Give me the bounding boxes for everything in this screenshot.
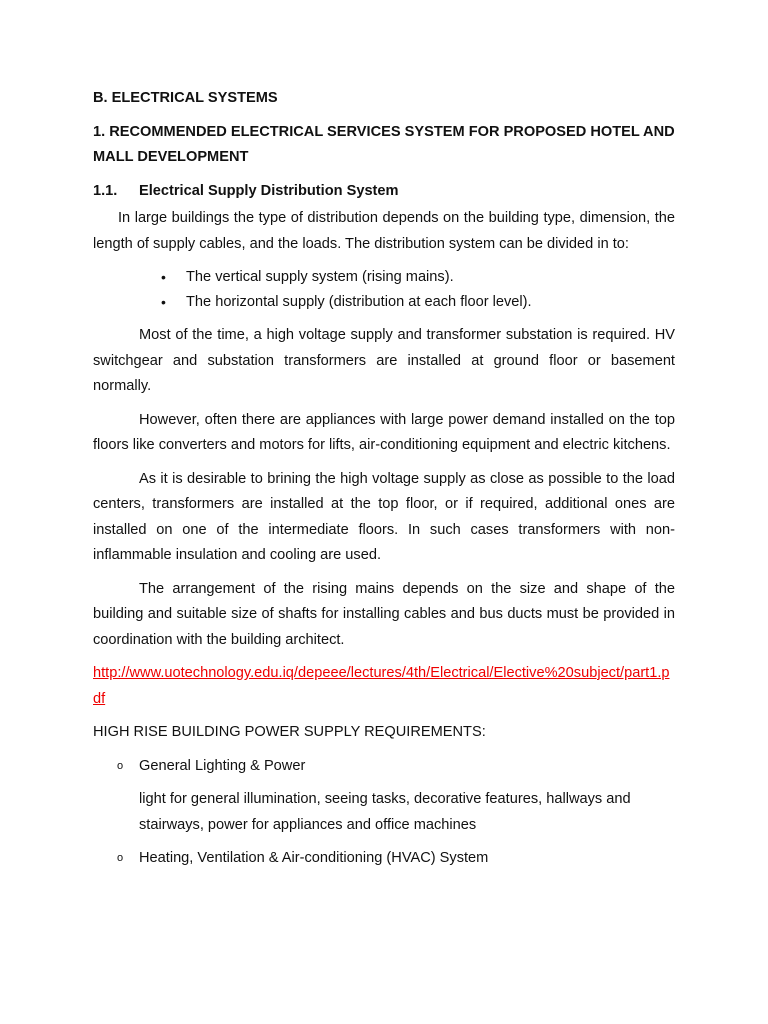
intro-paragraph: In large buildings the type of distribution depends on the building type, dimension, the length of supply cables, and the loads. The distribution system can be divided in to:	[93, 210, 675, 252]
circle-bullet-icon: o	[117, 759, 124, 772]
list-item-text: The horizontal supply (distribution at each floor level).	[186, 294, 532, 310]
document-page	[93, 86, 675, 880]
body-paragraph: The arrangement of the rising mains depends on the size and shape of the building and suitable size of shafts for installing cables and bus ducts must be provided in coordination with the building architect.	[93, 580, 675, 648]
subheading-title: Electrical Supply Distribution System	[139, 182, 399, 199]
main-heading: 1. RECOMMENDED ELECTRICAL SERVICES SYSTEM FOR PROPOSED HOTEL AND MALL DEVELOPMENT	[93, 123, 675, 165]
circle-bullet-icon: o	[117, 852, 124, 864]
requirement-title: Heating, Ventilation & Air-conditioning (HVAC) System	[139, 850, 489, 866]
bullet-icon: •	[161, 269, 166, 285]
subheading	[93, 179, 675, 205]
bullet-icon: •	[161, 294, 166, 310]
list-item	[161, 265, 675, 290]
body-paragraph: Most of the time, a high voltage supply and transformer substation is required. HV switchgear and substation transformers are installed at ground floor or basement normally.	[93, 327, 675, 394]
bullet-list	[93, 265, 675, 315]
body-paragraph: However, often there are appliances with large power demand installed on the top floors like converters and motors for lifts, air-conditioning equipment and electric kitchens.	[93, 411, 675, 453]
list-item-text: The vertical supply system (rising mains).	[186, 269, 454, 285]
list-item	[161, 290, 675, 315]
requirement-item	[93, 754, 675, 780]
section-title: B. ELECTRICAL SYSTEMS	[93, 90, 278, 106]
requirement-item	[93, 846, 675, 872]
requirement-description: light for general illumination, seeing tasks, decorative features, hallways and stairways, power for appliances and office machines	[139, 791, 631, 833]
subheading-number: 1.1.	[93, 182, 118, 199]
requirement-title: General Lighting & Power	[139, 757, 306, 774]
requirements-heading: HIGH RISE BUILDING POWER SUPPLY REQUIREMENTS:	[93, 724, 486, 740]
body-paragraph: As it is desirable to brining the high voltage supply as close as possible to the load centers, transformers are installed at the top floor, or if required, additional ones are installed on one of the intermediate floors. In such cases transformers with non-inflammable insulation and cooling are used.	[93, 470, 675, 563]
source-link[interactable]: http://www.uotechnology.edu.iq/depeee/lectures/4th/Electrical/Elective%20subject/part1.pdf	[93, 665, 670, 707]
